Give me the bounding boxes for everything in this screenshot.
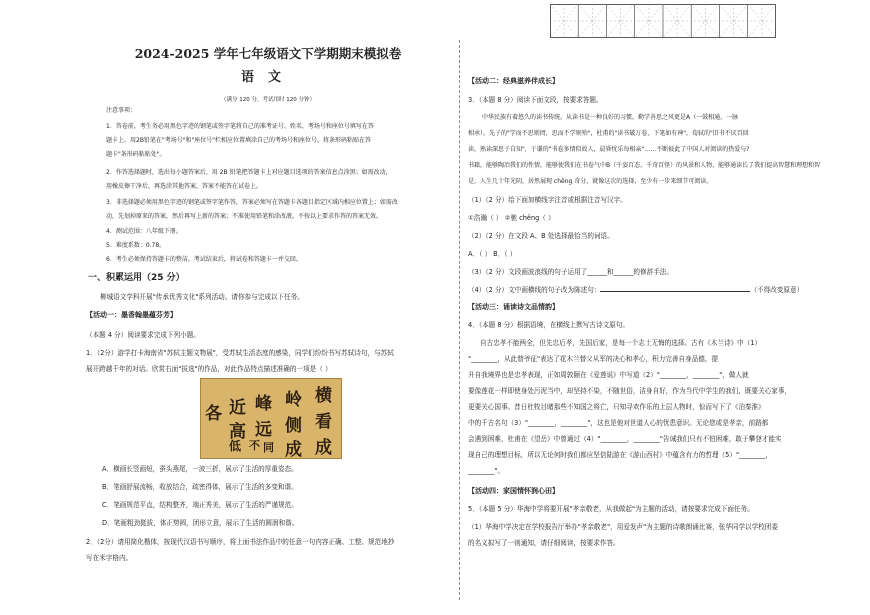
notice-title: 注意事项： (106, 107, 137, 114)
calligraphy-char: 低 (229, 439, 242, 453)
calligraphy-char: 峰 (255, 394, 272, 414)
notice-2b: 用橡皮擦干净后，再选涂其他答案，答案不能答在试卷上。 (106, 183, 263, 190)
recite-line-1: 自古忠孝不能两全，但先忠后孝，先国后家，是每一个志士无悔的选择。古有《木兰诗》中（1） (480, 339, 762, 347)
notice-1a: 1．答卷前，考生务必用黑色字迹的钢笔或签字笔将自己的准考证号、姓名、考场号和座位号填写在答 (106, 123, 374, 130)
question-2-line-2: 写在米字格内。 (86, 554, 133, 562)
option-d: D．笔画粗劲挺拔，体正势圆，团形立意，展示了生活的圆润和谐。 (102, 519, 299, 527)
calligraphy-char: 横 (315, 386, 332, 406)
subquestion-2: （2）（2 分）在文段 A、B 处选择最恰当的词语。 (468, 232, 614, 240)
option-b: B．笔画舒展流畅，收放结合，疏密得体，展示了生活的多变和谐。 (102, 483, 298, 491)
calligraphy-char: 同 (263, 441, 274, 454)
calligraphy-char: 成 (285, 440, 302, 460)
calligraphy-char: 看 (315, 412, 332, 432)
calligraphy-char: 岭 (285, 390, 302, 410)
activity-2-heading: 【活动二：经典滋养伴成长】 (468, 77, 559, 85)
subquestion-2-blanks: A．（ ） B．（ ） (468, 250, 517, 258)
passage-line-5: 是，人生几十年光阴，居然展现 chěng 奇分，就像这次的选择，至少有一步来细节可阅读。 (468, 178, 713, 185)
recite-line-5: 更要关心国事。昔日杜牧目睹那些不知国之将亡，只知寻欢作乐的上层人物时，惊而写下了《泊秦淮》 (468, 403, 765, 411)
calligraphy-char: 各 (205, 404, 222, 424)
subquestion-4-tail: （不得改变原意） (750, 286, 804, 294)
notice-3b: 动，先划掉原来的答案，然后再写上新的答案；不准使用铅笔和涂改液。不按以上要求作答的答案无效。 (106, 213, 383, 220)
question-1-line-2: 展开跨越千年的对话。欣赏右面"拔选"的作品，对此作品特点描述准确的一项是（ ） (86, 365, 332, 373)
calligraphy-artwork (200, 378, 342, 459)
question-intro: （本题 4 分）阅读要求完成下列小题。 (86, 331, 200, 339)
subquestion-4-text: （4）（2 分）文中画横线的句子改为陈述句： (468, 286, 601, 294)
section-intro: 柳城语文学科开展"传承优秀文化"系列活动。请你参与完成以下任务。 (100, 293, 304, 301)
notice-3a: 3．非选择题必须用黑色字迹的钢笔或签字笔作答，答案必须写在答题卡各题目指定区域内相应位置上；如需改 (106, 199, 398, 206)
recite-line-4: 要像莲花一样即使身处污泥当中，却坚持不染，不随世俗，洁身自好，作为当代中学生的我们，既要关心家事， (468, 387, 792, 395)
notice-2a: 2．作答选择题时，选出每小题答案后，用 2B 铅笔把答题卡上对应题目选项的答案信息点涂黑；如需改动， (106, 169, 392, 176)
subquestion-4 (468, 283, 803, 297)
notice-5: 5．难度系数：0.78。 (106, 242, 166, 249)
subject-heading: 语文 (240, 70, 295, 85)
notice-1b: 题卡上。用2B铅笔在"考场号"和"座位号"栏相应位置填涂自己的考场号和座位号。将条形码粘贴在答 (106, 137, 371, 144)
notice-4: 4．测试范围：八年级下册。 (106, 228, 182, 235)
option-a: A．横画长竖画短，蚕头燕尾，一波三折，展示了生活的厚重姿态。 (102, 465, 298, 473)
option-c: C．笔画规范平直，结构整齐，端正秀美，展示了生活的严谨规范。 (102, 501, 298, 509)
calligraphy-char: 成 (315, 438, 332, 458)
recite-line-8: 现自己的理想目标，所以无论何时我们都应坚信陆游在《游山西村》中蕴含有力的哲理（5）"________， (468, 451, 772, 459)
right-column (468, 0, 846, 615)
column-divider (459, 40, 460, 600)
question-5-line-1: （1）华海中学决定在学校报告厅举办"孝亲敬老"，用爱发声"为主题的诗歌朗诵比赛，张华同学以学校团委 (468, 523, 779, 531)
question-2-line-1: 2．（2分）请用简化楷体，按现代汉语书写顺序，将上面书法作品中的任意一句内容正确、工整、规范地抄 (86, 538, 395, 546)
recite-line-9: ________"。 (468, 467, 505, 475)
passage-line-3: 读，熟读深思子自知"，于谦的"书卷多情似故人，晨昏忧乐每相亲"……不断彼此了中国人对阅读的热爱与? (468, 146, 750, 153)
section-1-heading: 一、积累运用（25 分） (88, 273, 185, 283)
question-3: 3．（本题 8 分）阅读下面文段，按要求答题。 (468, 96, 603, 104)
question-5: 5．（本题 5 分）华海中学将要开展"孝亲敬老，从我做起"为主题的活动，请按要求完成下面任务。 (468, 505, 754, 513)
activity-4-heading: 【活动四：家国情怀润心田】 (468, 487, 559, 495)
calligraphy-char: 远 (255, 420, 272, 440)
subquestion-1-blanks: ①浩瀚（ ） ②驰 chěng（ ） (468, 214, 555, 222)
writing-grid (550, 4, 776, 38)
left-column (82, 0, 454, 615)
notice-6: 6．考生必须保持答题卡的整洁。考试结束后，将试卷和答题卡一并交回。 (106, 256, 302, 263)
recite-line-2: "________，从此替爷征"表达了花木兰替父从军的决心和孝心，积力完善自身品德，提 (468, 355, 719, 363)
question-4: 4．（本题 8 分）根据语境，在横线上默写古诗文原句。 (468, 321, 629, 329)
recite-line-7: 会遇到困难，杜甫在《望岳》中曾通过（4）"________，________"告诫我们只有不怕困难，敢于攀登才能实 (468, 435, 782, 443)
calligraphy-char: 近 (229, 398, 246, 418)
question-1-line-1: 1．（2分）游学打卡海南省"苏轼主题文物展"，受苏轼生活态度的感染，同学们纷纷书写苏轼诗句，与苏轼 (86, 349, 394, 357)
subquestion-1: （1）（2 分）给下面加横线字注音或根据注音写汉字。 (468, 196, 627, 204)
passage-line-4: 书籍，能够陶冶我们的性情，能够使我们在书卷气中B（千姿百态，千奇百怪）的风景和人物，能够通读长了我们提高智慧和理想和智 (468, 162, 821, 169)
calligraphy-char: 不 (249, 439, 260, 452)
answer-blank[interactable] (600, 283, 750, 292)
passage-line-1: 中华民族有着悠久的读书传统。从读书是一种良好的习惯，勤学善思之风更是A（一鼓相通，一脉 (482, 114, 739, 121)
exam-title: 2024-2025 学年七年级语文下学期期末模拟卷 (134, 46, 402, 61)
calligraphy-char: 侧 (285, 416, 302, 436)
recite-line-3: 升自我境界也是忠孝表现，正如周敦颐在《爱莲说》中写道（2）"________，________"，做人就 (468, 371, 749, 379)
exam-meta: （满分 120 分，考试用时 120 分钟） (221, 97, 315, 103)
recite-line-6: 中的千古名句（3）"________，________"，这也是他对世道人心的忧患意识。无论您或是孝亲，前路都 (468, 419, 769, 427)
passage-line-2: 相承）。先子的"学而不思则罔，思而不学则殆"，杜甫的"读书破万卷，下笔如有神"，荀轼的"旧书不厌百回 (468, 130, 749, 137)
calligraphy-char: 高 (229, 422, 246, 442)
activity-1-heading: 【活动一：墨香翰墨蕴芬芳】 (86, 311, 177, 319)
activity-3-heading: 【活动三：诵读诗文品情韵】 (468, 303, 559, 311)
notice-1c: 题卡"条形码粘贴处"。 (106, 151, 166, 158)
question-5-line-2: 的名义拟写了一则通知，请仔细阅读，按要求作答。 (468, 539, 620, 547)
subquestion-3: （3）（2 分）文段画波浪线的句子运用了______和______的修辞手法。 (468, 268, 673, 276)
